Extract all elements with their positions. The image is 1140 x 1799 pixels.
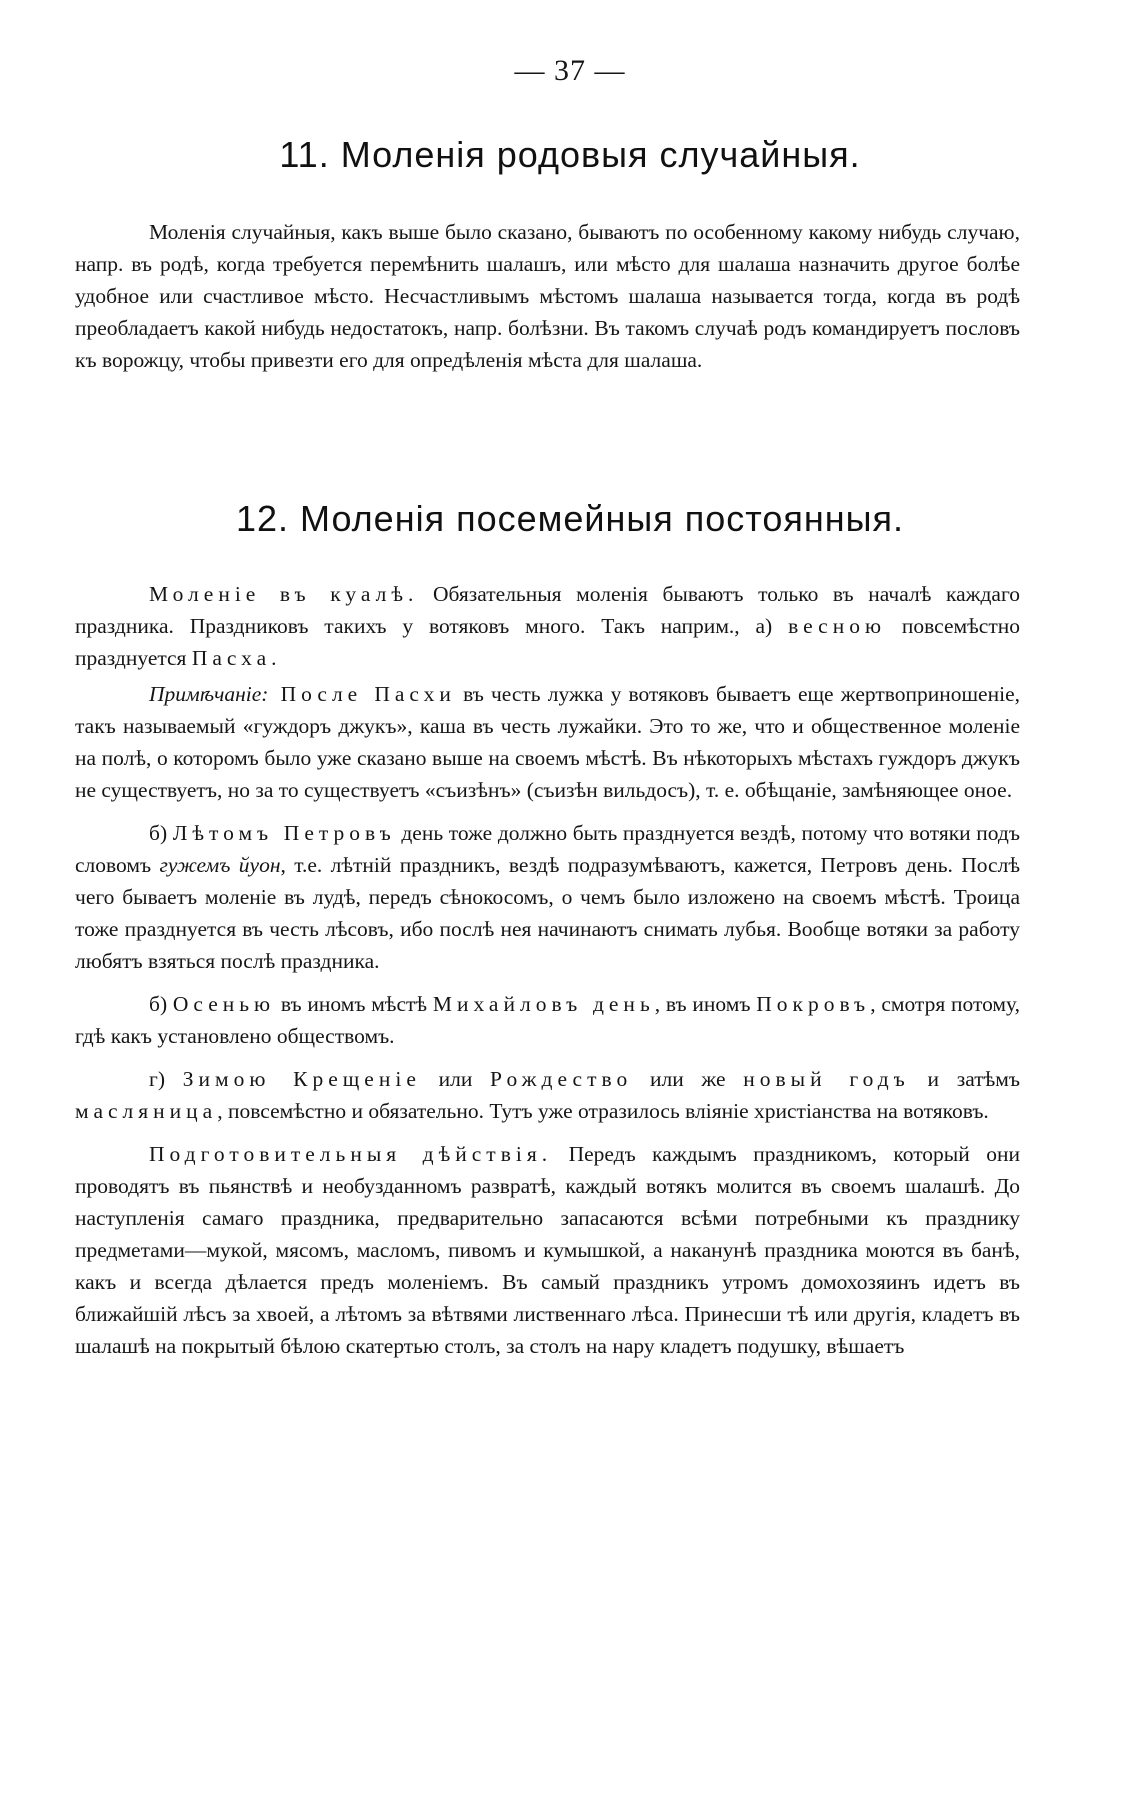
spaced-term: Осенью — [172, 992, 276, 1016]
paragraph-preparation: Подготовительныя дѣйствія. Передъ каждымъ праздникомъ, который они проводятъ въ пьянствѣ и необузданномъ развратѣ, каждый вотякъ молится въ своемъ шалашѣ. До наступленія самаго праздника, предварительно запасаются всѣми потребными къ празднику предметами—мукой, мясомъ, масломъ, пивомъ и кумышкой, а наканунѣ праздника моются въ банѣ, какъ и всегда дѣлается предъ моленіемъ. Въ самый праздникъ утромъ домохозяинъ идетъ въ ближайшій лѣсъ за хвоей, а лѣтомъ за вѣтвями лиственнаго лѣса. Принесши тѣ или другія, кладетъ въ шалашѣ на покрытый бѣлою скатертью столъ, за столъ на нару кладетъ подушку, вѣшаетъ — [75, 1142, 1020, 1358]
paragraph-winter: г) Зимою Крещеніе или Рождество или же новый годъ и затѣмъ масляница, повсемѣстно и обязательно. Тутъ уже отразилось вліяніе христіанства на вотяковъ. — [75, 1067, 1020, 1123]
section-11-body — [75, 216, 1020, 387]
section-11-title: 11. Моленія родовыя случайныя. — [279, 134, 861, 175]
section-12-title: 12. Моленія посемейныя постоянныя. — [236, 498, 904, 539]
paragraph-note: Примѣчаніе: После Пасхи въ честь лужка у вотяковъ бываетъ еще жертвоприношеніе, такъ называемый «гуждоръ джукъ», каша въ честь лужайки. Это то же, что и общественное моленіе на полѣ, о которомъ было уже сказано выше на своемъ мѣстѣ. Въ нѣкоторыхъ мѣстахъ гуждоръ джукъ не существуетъ, но за то существуетъ «съизѣнъ» (съизѣн вильдосъ), т. е. обѣщаніе, замѣняющее оное. — [75, 682, 1020, 802]
italic-term: гужемъ йуон — [159, 853, 281, 877]
spaced-term: Покровъ — [756, 992, 871, 1016]
spaced-lead: Подготовительныя дѣйствія. — [149, 1142, 553, 1166]
spaced-term: Пасха — [191, 646, 272, 670]
paragraph-kuala: Моленіе въ куалѣ. Обязательныя моленія бываютъ только въ началѣ каждаго праздника. Праздниковъ такихъ у вотяковъ много. Такъ наприм., а) весною повсемѣстно празднуется Пасха. — [75, 582, 1020, 670]
page-number: — 37 — — [514, 54, 626, 87]
spaced-term: После Пасхи — [268, 682, 456, 706]
section-11-paragraph: Моленія случайныя, какъ выше было сказано, бываютъ по особенному какому нибудь случаю, напр. въ родѣ, когда требуется перемѣнить шалашъ, или мѣсто для шалаша назначить другое болѣе удобное или счастливое мѣсто. Несчастливымъ мѣстомъ шалаша называется тогда, когда въ родѣ преобладаетъ какой нибудь недостатокъ, напр. болѣзни. Въ такомъ случаѣ родъ командируетъ пословъ къ ворожцу, чтобы привезти его для опредѣленія мѣста для шалаша. — [75, 220, 1020, 372]
spaced-term: весною — [788, 614, 887, 638]
spaced-term: новый годъ — [743, 1067, 910, 1091]
spaced-lead: Моленіе въ куалѣ. — [149, 582, 419, 606]
paragraph-summer: б) Лѣтомъ Петровъ день тоже должно быть празднуется вездѣ, потому что вотяки подъ словомъ гужемъ йуон, т.е. лѣтній праздникъ, вездѣ подразумѣваютъ, кажется, Петровъ день. Послѣ чего бываетъ моленіе въ лудѣ, передъ сѣнокосомъ, о чемъ было изложено на своемъ мѣстѣ. Троица тоже празднуется въ честь лѣсовъ, ибо послѣ нея начинаютъ снимать лубья. Вообще вотяки за работу любятъ взяться послѣ праздника. — [75, 821, 1021, 973]
spaced-term: Рождество — [490, 1067, 633, 1091]
paragraph-autumn: б) Осенью въ иномъ мѣстѣ Михайловъ день, въ иномъ Покровъ, смотря потому, гдѣ какъ установлено обществомъ. — [75, 992, 1020, 1048]
spaced-term: Лѣтомъ Петровъ — [172, 821, 396, 845]
note-label: Примѣчаніе: — [149, 682, 269, 706]
section-12-body — [75, 578, 1020, 1373]
spaced-term: Зимою Крещеніе — [182, 1067, 421, 1091]
spaced-term: масляница — [75, 1099, 218, 1123]
spaced-term: Михайловъ день — [432, 992, 655, 1016]
